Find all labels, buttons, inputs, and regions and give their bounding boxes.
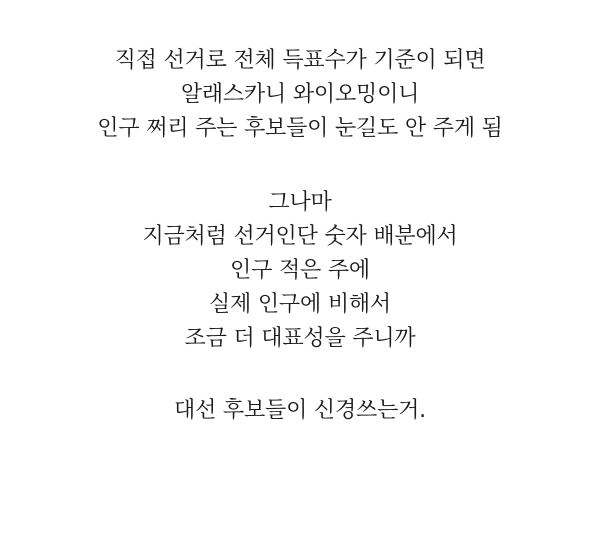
text-line: 지금처럼 선거인단 숫자 배분에서 (142, 224, 458, 249)
text-line: 인구 적은 주에 (230, 258, 370, 283)
text-line: 직접 선거로 전체 득표수가 기준이 되면 (114, 48, 486, 73)
text-line: 실제 인구에 비해서 (208, 292, 391, 317)
paragraph-1 (0, 44, 600, 146)
text-line: 인구 쩌리 주는 후보들이 눈길도 안 주게 됨 (97, 116, 503, 141)
text-line: 그나마 (268, 190, 332, 215)
text-line: 조금 더 대표성을 주니까 (184, 326, 416, 351)
text-line: 대선 후보들이 신경쓰는거. (174, 398, 426, 423)
text-line: 알래스카니 와이오밍이니 (180, 82, 420, 107)
paragraph-3 (0, 394, 600, 428)
paragraph-2 (0, 186, 600, 356)
